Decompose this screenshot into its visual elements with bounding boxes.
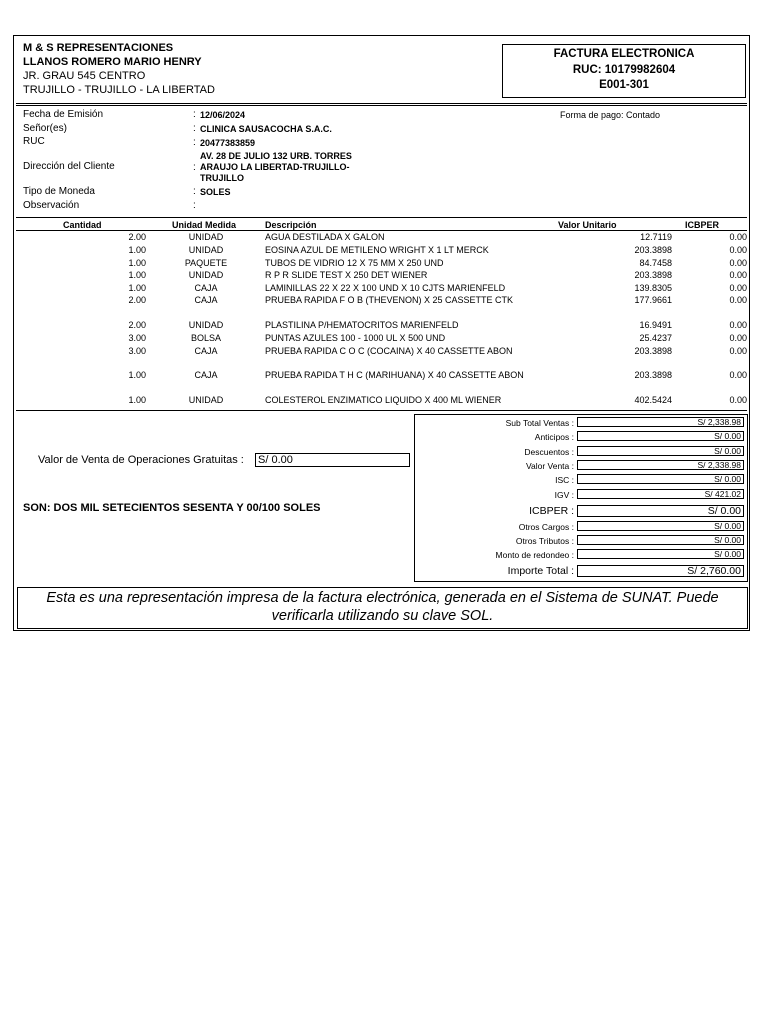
total-label: Sub Total Ventas :	[505, 418, 574, 428]
table-bottom-line	[16, 410, 747, 411]
legal-footer	[17, 587, 748, 629]
cell-icbper: 0.00	[729, 320, 747, 330]
dir-line3: TRUJILLO	[200, 173, 244, 183]
ruc-label: RUC	[23, 136, 45, 147]
cell-description: PRUEBA RAPIDA T H C (MARIHUANA) X 40 CASSETTE ABON	[265, 370, 524, 380]
cell-unit-price: 25.4237	[639, 333, 672, 343]
cell-unit-price: 84.7458	[639, 258, 672, 268]
dir-label: Dirección del Cliente	[23, 161, 115, 172]
cell-unit: CAJA	[194, 370, 218, 380]
table-top-line	[16, 217, 747, 218]
cell-qty: 1.00	[128, 245, 146, 255]
cell-unit: UNIDAD	[188, 232, 224, 242]
cell-qty: 1.00	[128, 370, 146, 380]
cell-icbper: 0.00	[729, 245, 747, 255]
dir-line1: AV. 28 DE JULIO 132 URB. TORRES	[200, 151, 352, 161]
header-divider-2	[16, 105, 747, 106]
total-label: Otros Tributos :	[515, 536, 574, 546]
cliente-value: CLINICA SAUSACOCHA S.A.C.	[200, 124, 332, 134]
cell-description: PRUEBA RAPIDA C O C (COCAINA) X 40 CASSETTE ABON	[265, 346, 513, 356]
ruc-value: 20477383859	[200, 138, 256, 148]
amount-in-words: SON: DOS MIL SETECIENTOS SESENTA Y 00/100 SOLES	[23, 502, 321, 514]
cell-unit-price: 177.9661	[634, 295, 672, 305]
cell-qty: 3.00	[128, 346, 146, 356]
cell-qty: 1.00	[128, 258, 146, 268]
cell-description: TUBOS DE VIDRIO 12 X 75 MM X 250 UND	[265, 258, 444, 268]
sep: :	[193, 200, 196, 211]
moneda-value: SOLES	[200, 187, 231, 197]
footer-line1: Esta es una representación impresa de la factura electrónica, generada en el Sistema de SUNAT. Puede	[46, 590, 719, 606]
total-value: S/ 0.00	[577, 431, 744, 441]
cell-unit-price: 203.3898	[634, 346, 672, 356]
total-label: Anticipos :	[534, 432, 574, 442]
cell-unit-price: 16.9491	[639, 320, 672, 330]
total-label: IGV :	[554, 490, 574, 500]
cell-unit: UNIDAD	[188, 395, 224, 405]
col-icbper: ICBPER	[685, 220, 720, 230]
cell-qty: 2.00	[128, 295, 146, 305]
issuer-company: M & S REPRESENTACIONES	[23, 42, 174, 54]
fecha-value: 12/06/2024	[200, 110, 246, 120]
cell-qty: 2.00	[128, 320, 146, 330]
table-header-line	[16, 230, 747, 231]
total-value: S/ 2,338.98	[577, 417, 744, 427]
cell-icbper: 0.00	[729, 295, 747, 305]
cell-unit: CAJA	[194, 295, 218, 305]
sep: :	[193, 137, 196, 148]
senor-label: Señor(es)	[23, 123, 67, 134]
cell-icbper: 0.00	[729, 270, 747, 280]
cell-description: EOSINA AZUL DE METILENO WRIGHT X 1 LT MERCK	[265, 245, 489, 255]
total-label: ICBPER :	[529, 505, 574, 517]
cell-description: R P R SLIDE TEST X 250 DET WIENER	[265, 270, 428, 280]
total-label: Importe Total :	[507, 565, 574, 577]
document-number: E001-301	[599, 79, 649, 91]
total-label: Monto de redondeo :	[495, 550, 574, 560]
total-label: ISC :	[555, 475, 574, 485]
cell-qty: 2.00	[128, 232, 146, 242]
col-descripcion: Descripción	[265, 220, 317, 230]
cell-icbper: 0.00	[729, 333, 747, 343]
total-value: S/ 0.00	[577, 521, 744, 531]
total-label: Valor Venta :	[525, 461, 574, 471]
cell-qty: 1.00	[128, 395, 146, 405]
header-divider	[16, 103, 747, 104]
total-value: S/ 0.00	[577, 535, 744, 545]
cell-description: COLESTEROL ENZIMATICO LIQUIDO X 400 ML WIENER	[265, 395, 502, 405]
cell-description: PUNTAS AZULES 100 - 1000 UL X 500 UND	[265, 333, 446, 343]
cell-unit-price: 203.3898	[634, 245, 672, 255]
issuer-block	[23, 41, 215, 97]
issuer-address: JR. GRAU 545 CENTRO	[23, 70, 146, 82]
fecha-label: Fecha de Emisión	[23, 109, 104, 120]
total-value: S/ 0.00	[577, 505, 744, 517]
cell-unit: PAQUETE	[184, 258, 228, 268]
sep: :	[193, 109, 196, 120]
cell-description: LAMINILLAS 22 X 22 X 100 UND X 10 CJTS MARIENFELD	[265, 283, 506, 293]
document-ruc: RUC: 10179982604	[572, 63, 676, 76]
cell-unit-price: 139.8305	[634, 283, 672, 293]
document-id-box	[502, 44, 746, 98]
document-type: FACTURA ELECTRONICA	[553, 48, 695, 60]
total-value: S/ 0.00	[577, 549, 744, 559]
cell-unit: CAJA	[194, 283, 218, 293]
cell-unit: UNIDAD	[188, 320, 224, 330]
gratuitas-label: Valor de Venta de Operaciones Gratuitas :	[38, 454, 244, 466]
cell-icbper: 0.00	[729, 395, 747, 405]
col-valor: Valor Unitario	[558, 220, 617, 230]
cell-unit: UNIDAD	[188, 245, 224, 255]
cell-qty: 1.00	[128, 283, 146, 293]
forma-pago: Forma de pago: Contado	[560, 110, 661, 120]
gratuitas-value: S/ 0.00	[255, 453, 410, 467]
sep: :	[193, 123, 196, 134]
cell-description: PRUEBA RAPIDA F O B (THEVENON) X 25 CASSETTE CTK	[265, 295, 514, 305]
total-value: S/ 2,760.00	[577, 565, 744, 577]
col-cantidad: Cantidad	[63, 220, 102, 230]
total-label: Otros Cargos :	[518, 522, 574, 532]
total-value: S/ 421.02	[577, 489, 744, 499]
cell-unit-price: 12.7119	[640, 232, 672, 242]
cell-qty: 1.00	[128, 270, 146, 280]
cell-unit-price: 203.3898	[634, 270, 672, 280]
obs-label: Observación	[23, 200, 80, 211]
cell-unit: CAJA	[194, 346, 218, 356]
cell-qty: 3.00	[128, 333, 146, 343]
cell-unit-price: 402.5424	[634, 395, 672, 405]
total-value: S/ 0.00	[577, 474, 744, 484]
cell-unit: UNIDAD	[188, 270, 224, 280]
sep: :	[193, 162, 196, 173]
footer-line2: verificarla utilizando su clave SOL.	[271, 608, 494, 624]
cell-unit-price: 203.3898	[634, 370, 672, 380]
cell-icbper: 0.00	[729, 346, 747, 356]
moneda-label: Tipo de Moneda	[23, 186, 95, 197]
issuer-owner: LLANOS ROMERO MARIO HENRY	[23, 56, 202, 68]
total-value: S/ 0.00	[577, 446, 744, 456]
cell-icbper: 0.00	[729, 258, 747, 268]
cell-icbper: 0.00	[729, 232, 747, 242]
cell-icbper: 0.00	[729, 283, 747, 293]
total-value: S/ 2,338.98	[577, 460, 744, 470]
sep: :	[193, 186, 196, 197]
total-label: Descuentos :	[524, 447, 574, 457]
col-unidad: Unidad Medida	[172, 220, 237, 230]
cell-description: PLASTILINA P/HEMATOCRITOS MARIENFELD	[265, 320, 459, 330]
dir-line2: ARAUJO LA LIBERTAD-TRUJILLO-	[200, 162, 350, 172]
cell-unit: BOLSA	[190, 333, 221, 343]
issuer-city: TRUJILLO - TRUJILLO - LA LIBERTAD	[23, 84, 215, 96]
cell-icbper: 0.00	[729, 370, 747, 380]
cell-description: AGUA DESTILADA X GALON	[265, 232, 385, 242]
